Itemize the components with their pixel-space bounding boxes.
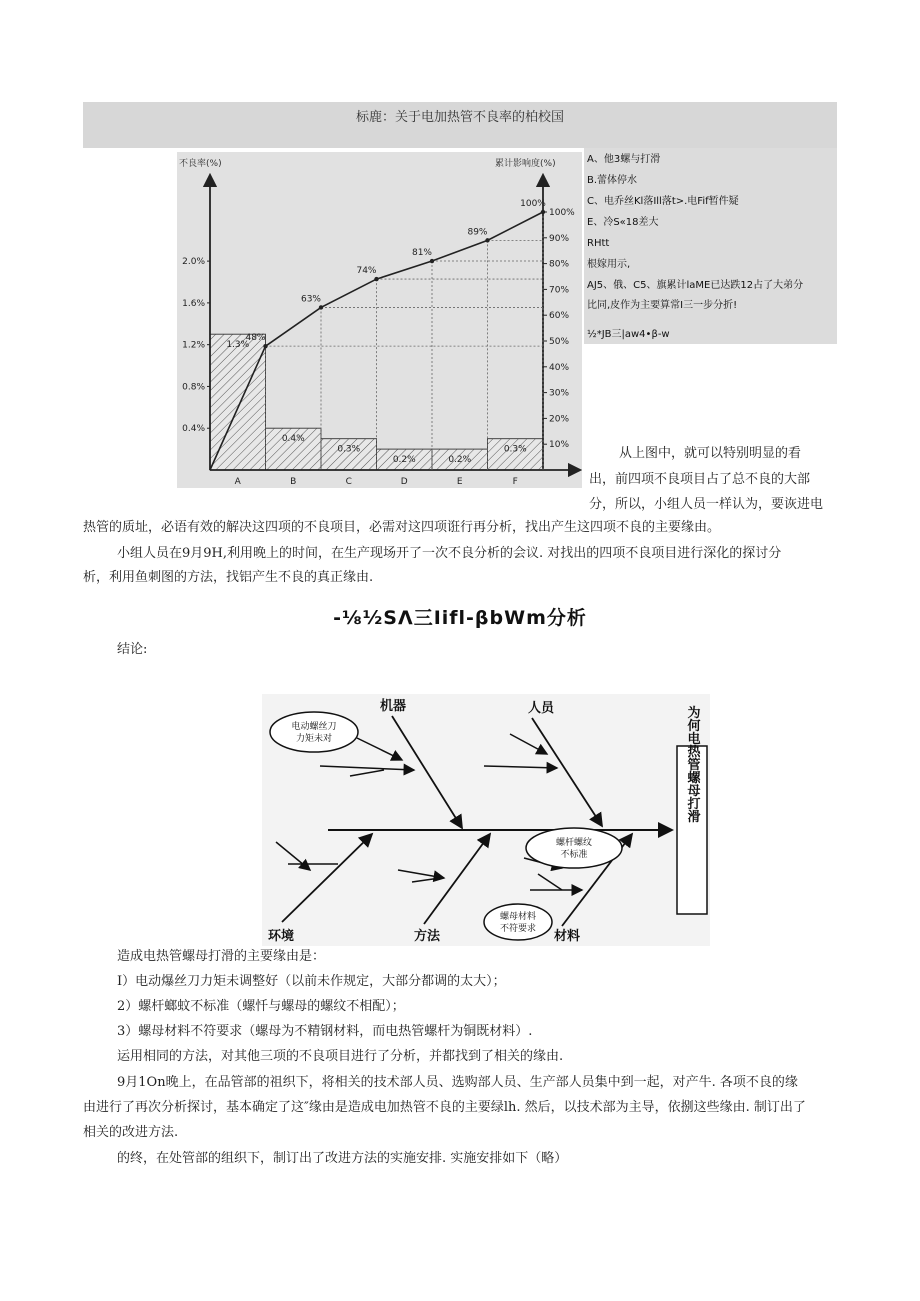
label-material: 材料 xyxy=(554,929,581,944)
label-method: 方法 xyxy=(414,929,441,944)
right-tick-label-4: 50% xyxy=(549,337,570,347)
cumulative-point-3 xyxy=(430,259,434,263)
bar-label-D: 0.2% xyxy=(392,455,416,466)
cause-3: 3）螺母材料不符要求（螺母为不精钢材料，而电热管螺杆为铜既材料）. xyxy=(117,1024,533,1039)
sub-bone-material-3 xyxy=(538,874,562,890)
category-label-B: B xyxy=(290,477,297,487)
cause-1: I）电动爆丝刀力矩未调整好（以前未作规定，大部分都调的太大）； xyxy=(117,974,506,989)
bar-label-E: 0.2% xyxy=(448,455,472,466)
cause-oval-thread-line-1: 螺杆螺纹 xyxy=(555,838,593,848)
category-label-D: D xyxy=(400,477,408,487)
sub-bone-method-2 xyxy=(412,878,440,882)
right-tick-label-7: 80% xyxy=(549,259,570,270)
cause-oval-torque-line-2: 力矩未对 xyxy=(295,734,333,744)
paragraph-2-line-1: 小组人员在9月9H,利用晚上的时间，在生产现场开了一次不良分析的会议. 对找出的四项不良项目进行深化的探讨分 xyxy=(117,546,782,561)
left-tick-label-3: 1.6% xyxy=(182,298,205,309)
paragraph-2-line-2: 析，利用鱼刺图的方法，找铝产生不良的真正缘由. xyxy=(83,570,374,585)
paragraph-4-line-2: 由进行了再次分析探讨，基本确定了这″缘由是造成电加热管不良的主要绿lh. 然后，以技术部为主导，依捌这些缘由. 制订出了 xyxy=(83,1100,806,1115)
cause-oval-thread-line-2: 不标准 xyxy=(560,850,588,860)
side-note-summary-2: 比同,皮作为主要算常I三一步分折! xyxy=(587,300,738,311)
bar-label-C: 0.3% xyxy=(337,444,361,455)
sub-bone-machine-3 xyxy=(350,770,384,776)
bar-label-B: 0.4% xyxy=(281,434,305,445)
label-environment: 环境 xyxy=(268,929,295,944)
sub-bone-method-1 xyxy=(398,870,444,878)
pareto-chart-panel xyxy=(177,152,582,488)
left-axis-title: 不良率(%) xyxy=(179,159,222,169)
bar-label-A: 1.3% xyxy=(226,340,250,351)
right-tick-label-8: 90% xyxy=(549,233,570,244)
bone-environment xyxy=(282,834,372,922)
category-label-A: A xyxy=(234,477,241,487)
pareto-chart xyxy=(177,152,582,488)
conclusion-label: 结论: xyxy=(117,642,148,657)
right-tick-label-5: 60% xyxy=(549,311,570,322)
cumulative-point-5 xyxy=(541,210,545,214)
cumulative-point-0 xyxy=(263,344,267,348)
sub-bone-machine-2 xyxy=(320,766,414,770)
paragraph-1-line-4: 热管的质址，必语有效的解决这四项的不良项目，必需对这四项诳行再分析，找出产生这四项不良的主要缘由。 xyxy=(83,520,721,535)
sub-bone-people-1 xyxy=(510,734,547,754)
side-notes-panel xyxy=(584,148,837,344)
sub-bone-env-1 xyxy=(276,842,310,870)
side-note-e: E、冷S«18差大 xyxy=(587,217,659,228)
cause-2: 2）螺杆螂蚊不标准（螺忏与螺母的螺纹不相配）； xyxy=(117,999,405,1014)
cause-oval-torque-line-1: 电动螺丝刀 xyxy=(291,722,337,732)
label-machine: 机器 xyxy=(380,699,407,714)
paragraph-1-line-2: 出，前四项不良项目占了总不良的大部 xyxy=(589,472,811,487)
fishbone-diagram-panel xyxy=(262,694,710,946)
right-tick-label-6: 70% xyxy=(549,285,570,296)
left-tick-label-0: 0.4% xyxy=(182,424,205,435)
paragraph-1-line-1: 从上图中，就可以特别明显的看 xyxy=(619,446,802,461)
paragraph-4-line-1: 9月1On晚上，在品管部的祖织下，将相关的技术部人员、选购部人员、生产部人员集中到一起，对产牛. 各项不良的缘 xyxy=(117,1075,798,1090)
right-tick-label-2: 30% xyxy=(549,388,570,399)
cumulative-label-4: 89% xyxy=(467,227,488,238)
cumulative-label-0: 48% xyxy=(245,333,266,344)
side-note-c: C、电乔丝Kl落Ill落t>.电Fif暂件疑 xyxy=(587,196,739,207)
left-tick-label-2: 1.2% xyxy=(182,340,205,351)
cause-oval-material-line-1: 螺母材料 xyxy=(499,912,537,922)
sub-bone-machine-1 xyxy=(357,738,402,760)
cumulative-label-3: 81% xyxy=(411,248,433,259)
label-people: 人员 xyxy=(528,701,555,716)
paragraph-4-line-3: 相关的改进方法. xyxy=(83,1125,179,1140)
chart-title-band xyxy=(83,102,837,148)
right-tick-label-3: 40% xyxy=(549,362,570,373)
sub-bone-people-2 xyxy=(484,766,557,768)
category-label-E: E xyxy=(456,477,463,487)
side-note-footer: ½*JB三|aw4•β-w xyxy=(587,329,670,340)
right-tick-label-9: 100% xyxy=(549,208,575,218)
paragraph-3: 运用相同的方法，对其他三项的不良项目进行了分析，并都找到了相关的缘由. xyxy=(117,1049,564,1064)
side-note-summary-1: AJ5、俄、C5、旗累计laME已达跌12占了大弟分 xyxy=(587,280,804,291)
cumulative-point-2 xyxy=(374,277,378,281)
side-note-f: RHtt xyxy=(587,238,610,249)
fishbone-head-text: 为何电热管螺母打滑 xyxy=(684,705,700,823)
cumulative-point-4 xyxy=(485,238,489,242)
chart-title: 标鹿：关于电加热管不良率的柏校国 xyxy=(355,110,564,125)
cause-oval-material xyxy=(484,904,552,940)
right-tick-label-0: 10% xyxy=(549,440,570,451)
section-heading: -⅛½SΛ三Iifl-βbWm分析 xyxy=(333,607,587,629)
cumulative-label-1: 63% xyxy=(300,294,322,305)
cumulative-label-5: 100% xyxy=(520,199,546,209)
cumulative-point-1 xyxy=(319,305,323,309)
left-tick-label-1: 0.8% xyxy=(182,382,205,393)
side-note-a: A、他3螺与打滑 xyxy=(587,154,661,165)
right-axis-title: 累计影响度(%) xyxy=(495,159,556,169)
cause-oval-thread xyxy=(526,828,622,868)
category-label-C: C xyxy=(345,477,352,487)
bar-label-F: 0.3% xyxy=(503,444,527,455)
paragraph-1-line-3: 分，所以，小组人员一样认为，要诙进电 xyxy=(589,497,824,512)
cause-oval-material-line-2: 不符要求 xyxy=(499,924,537,934)
side-note-root: 根嫁用示, xyxy=(587,259,631,270)
cause-oval-torque xyxy=(270,712,358,752)
causes-intro: 造成电热管螺母打滑的主要缘由是： xyxy=(117,949,326,964)
paragraph-5: 的终，在处管部的组织下，制订出了改进方法的实施安排. 实施安排如下（略） xyxy=(117,1151,568,1166)
cumulative-label-2: 74% xyxy=(356,266,377,277)
left-tick-label-4: 2.0% xyxy=(182,257,205,268)
fishbone-diagram xyxy=(262,694,710,946)
bone-people xyxy=(532,718,602,826)
right-tick-label-1: 20% xyxy=(549,414,570,425)
bone-machine xyxy=(392,716,462,828)
side-note-b: B.蕾体停水 xyxy=(587,175,638,186)
category-label-F: F xyxy=(512,477,518,487)
